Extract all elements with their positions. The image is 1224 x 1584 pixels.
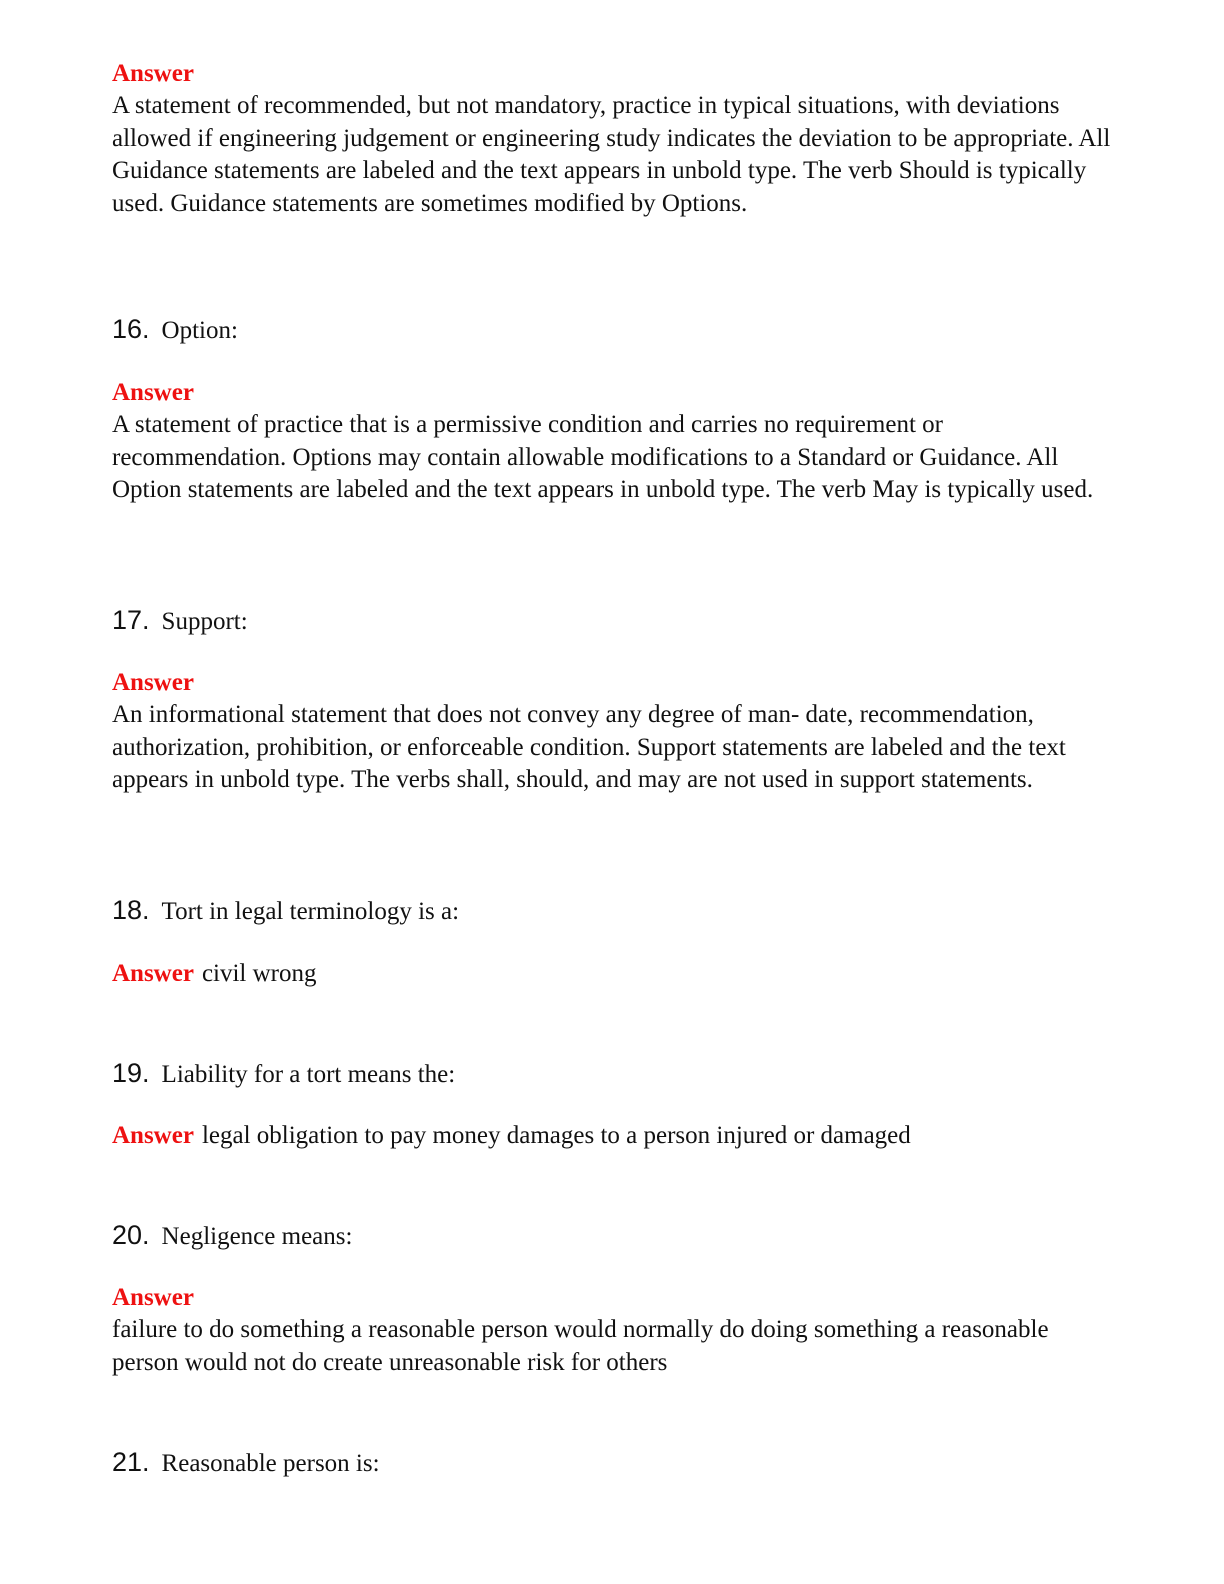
answer-label: Answer [112,1122,194,1149]
question-text-17: Support: [161,608,248,635]
answer-text-15: A statement of recommended, but not mandatory, practice in typical situations, with deviations allowed if engineering judgement or engineering study indicates the deviation to be appropriate. All Guidance statements are labeled and the text appears in unbold type. The verb Should is typically used. Guidance statements are sometimes modified by Options. [112,92,1111,217]
answer-label: Answer [112,1284,194,1311]
answer-label: Answer [112,669,194,696]
answer-block-20 [112,1282,1112,1379]
question-text-21: Reasonable person is: [161,1450,380,1477]
question-19 [112,1057,1112,1091]
question-number-17: 17. [112,605,150,635]
answer-text-20: failure to do something a reasonable person would normally do doing something a reasonable person would not do create unreasonable risk for others [112,1316,1049,1376]
answer-block-16 [112,377,1112,507]
answer-text-18: civil wrong [201,960,317,987]
question-number-20: 20. [112,1220,150,1250]
answer-label: Answer [112,60,194,87]
question-text-20: Negligence means: [161,1223,353,1250]
answer-block-18 [112,958,1112,990]
question-text-19: Liability for a tort means the: [161,1061,456,1088]
question-number-21: 21. [112,1447,150,1477]
question-21 [112,1446,1112,1480]
answer-text-17: An informational statement that does not convey any degree of man- date, recommendation, authorization, prohibition, or enforceable condition. Support statements are labeled and the text appears in unbold type. The verbs shall, should, and may are not used in support statements. [112,701,1066,794]
question-number-16: 16. [112,314,150,344]
answer-block-19 [112,1120,1112,1152]
answer-text-16: A statement of practice that is a permissive condition and carries no requirement or recommendation. Options may contain allowable modifications to a Standard or Guidance. All Option statements are labeled and the text appears in unbold type. The verb May is typically used. [112,411,1094,504]
answer-label: Answer [112,379,194,406]
question-16 [112,313,1112,347]
question-18 [112,894,1112,928]
question-number-18: 18. [112,895,150,925]
answer-block-17 [112,667,1112,797]
answer-block-15 [112,58,1112,220]
question-20 [112,1219,1112,1253]
answer-text-19: legal obligation to pay money damages to a person injured or damaged [201,1122,911,1149]
question-text-16: Option: [161,317,238,344]
answer-label: Answer [112,960,194,987]
question-17 [112,604,1112,638]
question-number-19: 19. [112,1058,150,1088]
question-text-18: Tort in legal terminology is a: [161,898,460,925]
